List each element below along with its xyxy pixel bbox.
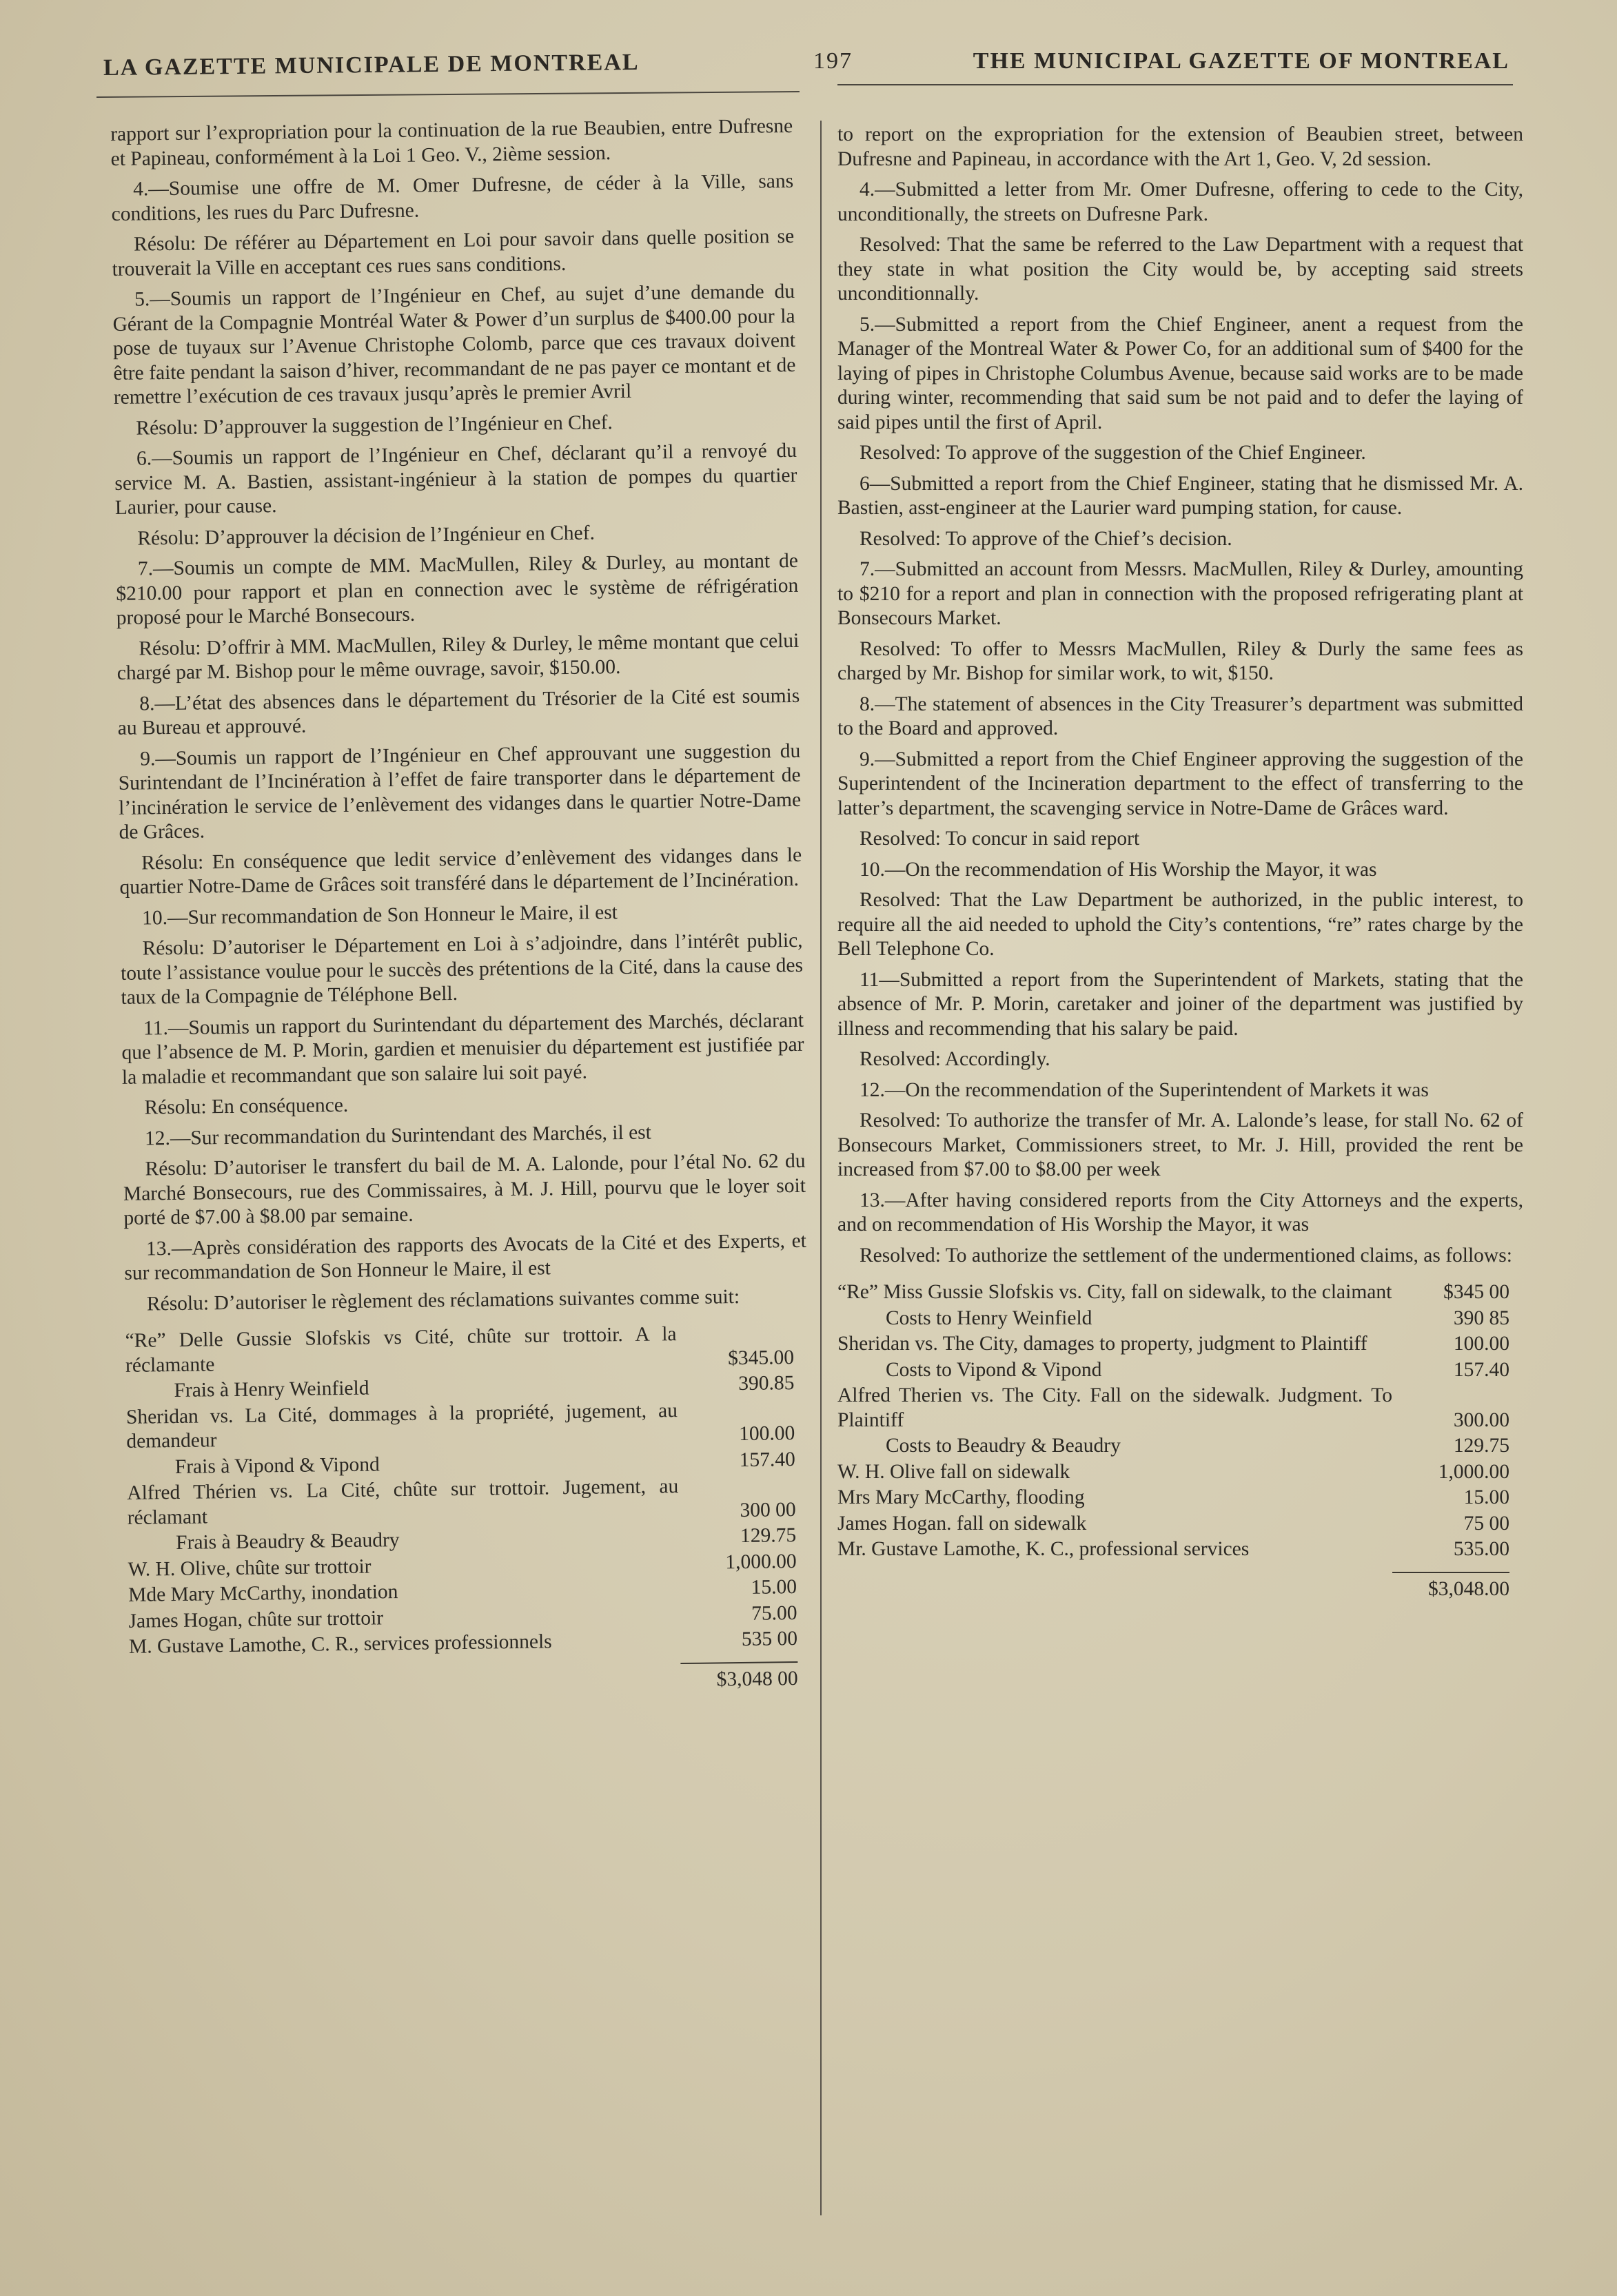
header-french-title: LA GAZETTE MUNICIPALE DE MONTREAL	[103, 49, 640, 81]
claim-description: Mde Mary McCarthy, inondation	[128, 1581, 398, 1606]
en-claim-row	[837, 1332, 1523, 1357]
french-column	[110, 114, 812, 1699]
claim-description: Alfred Thérien vs. La Cité, chûte sur trottoir. Jugement, au réclamant	[127, 1475, 679, 1529]
claim-amount: 535 00	[741, 1627, 798, 1650]
fr-paragraph: Résolu: D’autoriser le Département en Loi à s’adjoindre, dans l’intérêt public, toute l’assistance voulue pour le succès des prétentions de la Cité, dans la cause des taux de la Compagnie de Téléphone Bell.	[120, 929, 804, 1009]
en-claim-row	[837, 1486, 1523, 1510]
claim-description: Frais à Henry Weinfield	[174, 1377, 369, 1402]
en-claim-row	[837, 1512, 1523, 1537]
claim-description: Mr. Gustave Lamothe, K. C., professional services	[837, 1538, 1250, 1560]
claim-amount: 75 00	[1463, 1512, 1509, 1535]
claim-amount: 129.75	[1453, 1435, 1509, 1457]
claim-amount: 157.40	[739, 1448, 795, 1471]
fr-claims-list	[125, 1321, 811, 1699]
en-paragraph: 5.—Submitted a report from the Chief Engineer, anent a request from the Manager of the Montreal Water & Power Co, for an additional sum of $400 for the laying of pipes in Christophe Columbus Avenue, because said works are to be made during winter, recommending that said sum be not paid and to defer the laying of said pipes until the first of April.	[837, 313, 1523, 433]
en-claim-row	[837, 1280, 1523, 1305]
en-paragraph: Resolved: To approve of the Chief’s decision.	[860, 527, 1232, 550]
en-paragraph: 8.—The statement of absences in the City Treasurer’s department was submitted to the Board and approved.	[837, 693, 1523, 739]
en-claim-row	[837, 1384, 1523, 1433]
fr-paragraph: Résolu: D’autoriser le transfert du bail de M. A. Lalonde, pour l’étal No. 62 du Marché Bonsecours, rue des Commissaires, à M. J. Hill, pourvu que le loyer soit porté de $7.00 à $8.00 par semaine.	[123, 1149, 806, 1229]
claim-amount: 300 00	[740, 1498, 796, 1521]
claim-description: Costs to Henry Weinfield	[886, 1306, 1092, 1329]
fr-claim-row	[125, 1321, 808, 1378]
english-column	[837, 123, 1523, 1601]
claim-description: M. Gustave Lamothe, C. R., services professionnels	[128, 1630, 552, 1658]
claim-amount: 390 85	[1453, 1306, 1509, 1329]
claim-amount: 129.75	[740, 1524, 797, 1547]
en-paragraph: 12.—On the recommendation of the Superintendent of Markets it was	[860, 1078, 1429, 1101]
claim-description: Sheridan vs. The City, damages to property, judgment to Plaintiff	[837, 1333, 1367, 1355]
claim-description: Costs to Beaudry & Beaudry	[886, 1435, 1121, 1457]
claim-amount: 75.00	[751, 1601, 797, 1625]
fr-paragraph: 7.—Soumis un compte de MM. MacMullen, Riley & Durley, au montant de $210.00 pour rapport et plan en connection avec le système de réfrigération proposé pour le Marché Bonsecours.	[116, 549, 799, 629]
fr-claim-row	[126, 1397, 809, 1454]
en-paragraph: Resolved: To approve of the suggestion of the Chief Engineer.	[860, 442, 1366, 464]
fr-paragraph: 12.—Sur recommandation du Surintendant des Marchés, il est	[144, 1121, 652, 1149]
fr-paragraph: Résolu: D’autoriser le règlement des réclamations suivantes comme suit:	[146, 1285, 740, 1315]
claim-amount: 15.00	[1463, 1486, 1509, 1508]
claim-description: Alfred Therien vs. The City. Fall on the sidewalk. Judgment. To Plaintiff	[837, 1384, 1392, 1431]
fr-paragraph: Résolu: D’approuver la suggestion de l’Ingénieur en Chef.	[136, 411, 613, 440]
claim-description: “Re” Delle Gussie Slofskis vs Cité, chûte sur trottoir. A la réclamante	[125, 1323, 677, 1377]
claim-description: Costs to Vipond & Vipond	[886, 1358, 1102, 1381]
fr-claim-row	[127, 1473, 810, 1530]
en-claim-row	[837, 1358, 1523, 1383]
en-claims-total: $3,048.00	[1428, 1577, 1509, 1600]
fr-paragraph: Résolu: De référer au Département en Loi pour savoir dans quelle position se trouverait la Ville en acceptant ces rues sans conditions.	[112, 225, 795, 280]
claim-description: Sheridan vs. La Cité, dommages à la propriété, jugement, au demandeur	[125, 1399, 678, 1453]
claim-description: W. H. Olive fall on sidewalk	[837, 1460, 1070, 1483]
claim-amount: 1,000.00	[1438, 1460, 1509, 1483]
fr-paragraph: 4.—Soumise une offre de M. Omer Dufresne, de céder à la Ville, sans conditions, les rues du Parc Dufresne.	[111, 170, 794, 225]
page-number: 197	[813, 48, 853, 74]
en-paragraph: Resolved: To authorize the settlement of the undermentioned claims, as follows:	[860, 1244, 1512, 1267]
en-paragraph: Resolved: Accordingly.	[860, 1048, 1050, 1070]
en-paragraph: 6—Submitted a report from the Chief Engineer, stating that he dismissed Mr. A. Bastien, asst-engineer at the Laurier ward pumping station, for cause.	[837, 472, 1523, 519]
en-claim-row	[837, 1460, 1523, 1485]
total-rule	[680, 1661, 797, 1663]
claim-description: Mrs Mary McCarthy, flooding	[837, 1486, 1085, 1508]
en-claim-row	[837, 1537, 1523, 1562]
en-paragraph: Resolved: That the Law Department be authorized, in the public interest, to require all the aid needed to uphold the City’s contentions, “re” rates charge by the Bell Telephone Co.	[837, 889, 1523, 960]
header-english-title: THE MUNICIPAL GAZETTE OF MONTREAL	[973, 48, 1509, 74]
en-claim-row	[837, 1306, 1523, 1331]
en-paragraph: Resolved: To concur in said report	[860, 828, 1140, 850]
claim-description: James Hogan. fall on sidewalk	[837, 1512, 1087, 1535]
claim-amount: 157.40	[1453, 1358, 1509, 1381]
fr-paragraph: 8.—L’état des absences dans le département du Trésorier de la Cité est soumis au Bureau et approuvé.	[117, 684, 800, 739]
claim-description: Frais à Beaudry & Beaudry	[175, 1529, 400, 1554]
fr-paragraph: rapport sur l’expropriation pour la continuation de la rue Beaubien, entre Dufresne et Papineau, conformément à la Loi 1 Geo. V., 2ième session.	[110, 114, 793, 170]
en-claim-row	[837, 1434, 1523, 1459]
en-paragraph: 4.—Submitted a letter from Mr. Omer Dufresne, offering to cede to the City, unconditionally, the streets on Dufresne Park.	[837, 178, 1523, 225]
fr-paragraph: 5.—Soumis un rapport de l’Ingénieur en Chef, au sujet d’une demande du Gérant de la Compagnie Montréal Water & Power d’un surplus de $400.00 pour la pose de tuyaux sur l’Avenue Christophe Colomb, parce que ces travaux doivent être faite pendant la saison d’hiver, recommandant de ne pas payer ce montant et de remettre l’exécution de ces travaux jusqu’après le premier Avril	[112, 280, 796, 409]
en-paragraph: 7.—Submitted an account from Messrs. MacMullen, Riley & Durley, amounting to $210 for a report and plan in connection with the proposed refrigerating plant at Bonsecours Market.	[837, 558, 1523, 629]
claim-amount: 535.00	[1453, 1538, 1509, 1560]
fr-paragraph: Résolu: En conséquence.	[144, 1094, 349, 1119]
claim-amount: 100.00	[738, 1422, 795, 1445]
claim-description: James Hogan, chûte sur trottoir	[128, 1606, 384, 1632]
en-paragraph: Resolved: To authorize the transfer of Mr. A. Lalonde’s lease, for stall No. 62 of Bonsecours Market, Commissioners street, to Mr. J. Hill, provided the rent be increased from $7.00 to $8.00 per week	[837, 1109, 1523, 1180]
claim-amount: $345 00	[1443, 1281, 1509, 1303]
header-rule-left	[96, 91, 800, 98]
en-claims-list	[837, 1280, 1523, 1601]
fr-paragraph: Résolu: D’approuver la décision de l’Ingénieur en Chef.	[137, 521, 596, 550]
en-paragraph: 9.—Submitted a report from the Chief Engineer approving the suggestion of the Superintendent of the Incineration department to the effect of transferring to the latter’s department, the scavenging service in Notre-Dame de Grâces ward.	[837, 748, 1523, 819]
en-paragraph: Resolved: That the same be referred to the Law Department with a request that they state in what position the City would be, by accepting said streets unconditionnally.	[837, 234, 1523, 305]
en-paragraph: to report on the expropriation for the extension of Beaubien street, between Dufresne and Papineau, in accordance with the Art 1, Geo. V, 2d session.	[837, 123, 1523, 170]
fr-paragraph: 6.—Soumis un rapport de l’Ingénieur en Chef, déclarant qu’il a renvoyé du service M. A. Bastien, assistant-ingénieur à la station de pompes du quartier Laurier, pour cause.	[114, 439, 797, 519]
claim-amount: 15.00	[751, 1575, 797, 1599]
claim-description: “Re” Miss Gussie Slofskis vs. City, fall on sidewalk, to the claimant	[837, 1281, 1392, 1303]
en-paragraph: Resolved: To offer to Messrs MacMullen, Riley & Durly the same fees as charged by Mr. Bishop for similar work, to wit, $150.	[837, 637, 1523, 684]
fr-claims-total: $3,048 00	[716, 1667, 798, 1690]
claim-amount: 100.00	[1453, 1333, 1509, 1355]
fr-paragraph: 9.—Soumis un rapport de l’Ingénieur en Chef approuvant une suggestion du Surintendant de l’Incinération à l’effet de faire transporter dans le département de l’incinération le service de l’enlèvement des vidanges dans le quartier Notre-Dame de Grâces.	[118, 739, 802, 843]
en-paragraph: 13.—After having considered reports from the City Attorneys and the experts, and on recommendation of His Worship the Mayor, it was	[837, 1189, 1523, 1236]
en-paragraph: 10.—On the recommendation of His Worship the Mayor, it was	[860, 858, 1377, 881]
claim-amount: 1,000.00	[725, 1550, 797, 1573]
claim-description: W. H. Olive, chûte sur trottoir	[128, 1555, 372, 1581]
total-rule	[1392, 1572, 1509, 1573]
claim-amount: 390.85	[738, 1372, 795, 1395]
fr-paragraph: 11.—Soumis un rapport du Surintendant du département des Marchés, déclarant que l’absence de M. P. Morin, gardien et menuisier du département est justifiée par la maladie et recommandant que son salaire lui soit payé.	[121, 1009, 804, 1089]
claim-description: Frais à Vipond & Vipond	[174, 1453, 380, 1478]
fr-paragraph: 13.—Après considération des rapports des Avocats de la Cité et des Experts, et sur recommandation de Son Honneur le Maire, il est	[124, 1229, 807, 1284]
fr-paragraph: Résolu: En conséquence que ledit service d’enlèvement des vidanges dans le quartier Notre-Dame de Grâces soit transféré dans le département de l’Incinération.	[119, 843, 802, 899]
claim-amount: 300.00	[1453, 1408, 1509, 1431]
header-rule-right	[837, 84, 1513, 85]
fr-paragraph: Résolu: D’offrir à MM. MacMullen, Riley & Durley, le même montant que celui chargé par M. Bishop pour le même ouvrage, savoir, $150.00.	[116, 629, 800, 684]
claim-amount: $345.00	[727, 1346, 795, 1369]
en-paragraph: 11—Submitted a report from the Superintendent of Markets, stating that the absence of Mr. P. Morin, caretaker and joiner of the department was justified by illness and recommending that his salary be paid.	[837, 968, 1523, 1040]
fr-paragraph: 10.—Sur recommandation de Son Honneur le Maire, il est	[141, 901, 618, 930]
column-divider	[820, 121, 822, 2215]
